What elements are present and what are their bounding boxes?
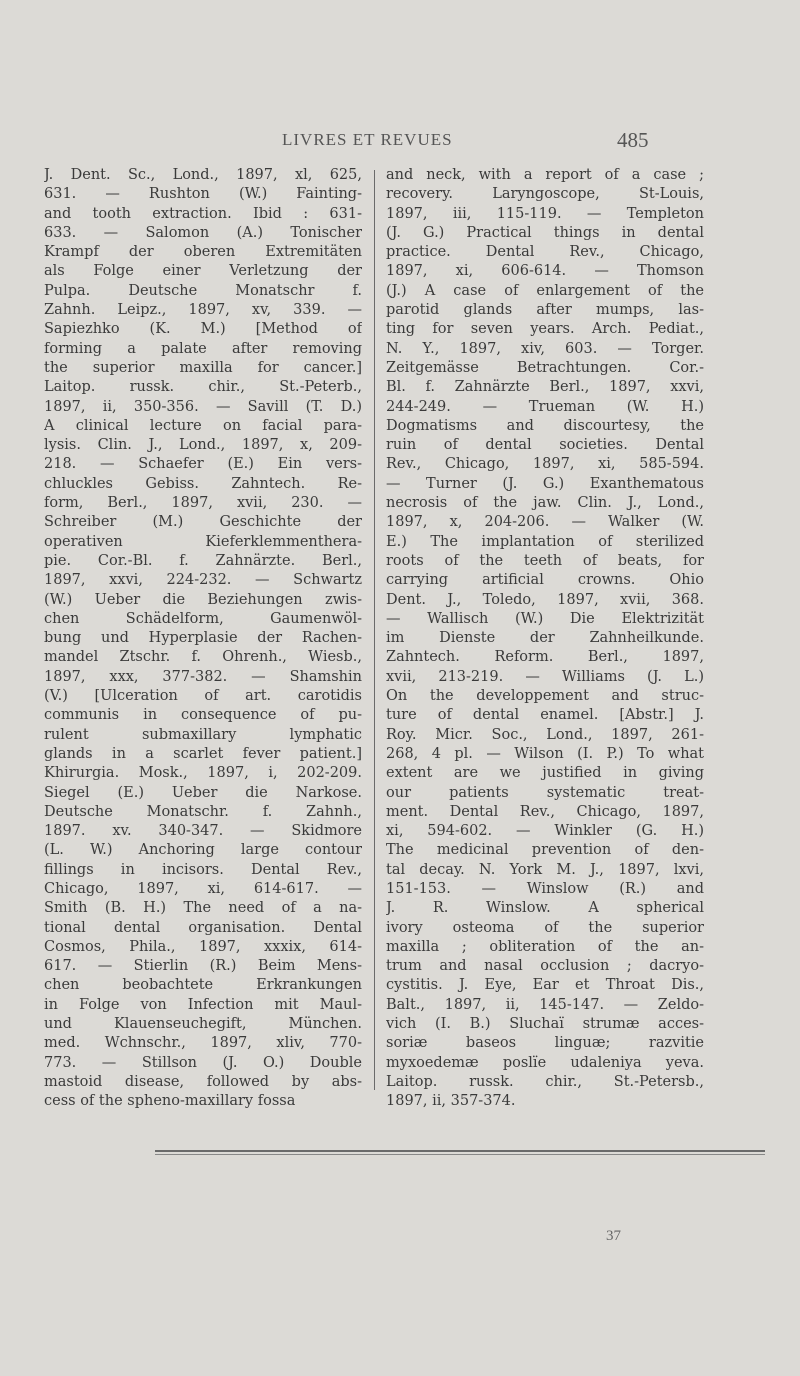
text-line: extent are we justified in giving	[386, 765, 704, 782]
text-line: 1897, ii, 357-374.	[386, 1093, 516, 1110]
text-line: and tooth extraction. Ibid : 631-	[44, 205, 362, 222]
text-line: als Folge einer Verletzung der	[44, 263, 362, 280]
text-line: 1897, xxx, 377-382. — Shamshin	[44, 668, 362, 685]
text-line: 1897, ii, 350-356. — Savill (T. D.)	[44, 398, 362, 415]
text-line: Laitop. russk. chir., St.-Petersb.,	[386, 1073, 704, 1090]
text-line: fillings in incisors. Dental Rev.,	[44, 861, 362, 878]
text-line: (J. G.) Practical things in dental	[386, 224, 704, 241]
text-line: our patients systematic treat-	[386, 784, 704, 801]
text-line: trum and nasal occlusion ; dacryo-	[386, 958, 704, 975]
text-line: 1897, x, 204-206. — Walker (W.	[386, 514, 704, 531]
text-line: A clinical lecture on facial para-	[44, 417, 362, 434]
text-line: cess of the spheno-maxillary fossa	[44, 1093, 296, 1110]
text-line: cystitis. J. Eye, Ear et Throat Dis.,	[386, 977, 704, 994]
text-line: im Dienste der Zahnheilkunde.	[386, 630, 704, 647]
text-line: parotid glands after mumps, las-	[386, 302, 704, 319]
text-line: carrying artificial crowns. Ohio	[386, 572, 704, 589]
text-line: xvii, 213-219. — Williams (J. L.)	[386, 668, 704, 685]
text-line: chluckles Gebiss. Zahntech. Re-	[44, 475, 362, 492]
text-line: necrosis of the jaw. Clin. J., Lond.,	[386, 495, 704, 512]
text-line: Zahnh. Leipz., 1897, xv, 339. —	[44, 302, 362, 319]
text-line: glands in a scarlet fever patient.]	[44, 745, 362, 762]
text-line: Balt., 1897, ii, 145-147. — Zeldo-	[386, 996, 704, 1013]
text-line: rulent submaxillary lymphatic	[44, 726, 362, 743]
text-line: 633. — Salomon (A.) Tonischer	[44, 224, 362, 241]
text-line: forming a palate after removing	[44, 340, 362, 357]
text-line: in Folge von Infection mit Maul-	[44, 996, 362, 1013]
text-line: 151-153. — Winslow (R.) and	[386, 880, 704, 897]
text-line: 244-249. — Trueman (W. H.)	[386, 398, 704, 415]
text-line: 218. — Schaefer (E.) Ein vers-	[44, 456, 362, 473]
text-line: 268, 4 pl. — Wilson (I. P.) To what	[386, 745, 704, 762]
text-line: Laitop. russk. chir., St.-Peterb.,	[44, 379, 362, 396]
text-line: xi, 594-602. — Winkler (G. H.)	[386, 823, 704, 840]
text-line: soriæ baseos linguæ; razvitie	[386, 1035, 704, 1052]
text-line: Krampf der oberen Extremitäten	[44, 244, 362, 261]
text-line: Schreiber (M.) Geschichte der	[44, 514, 362, 531]
left-column	[44, 166, 362, 1112]
text-line: 773. — Stillson (J. O.) Double	[44, 1054, 362, 1071]
text-line: ting for seven years. Arch. Pediat.,	[386, 321, 704, 338]
text-line: 1897, xxvi, 224-232. — Schwartz	[44, 572, 362, 589]
text-line: chen beobachtete Erkrankungen	[44, 977, 362, 994]
text-line: pie. Cor.-Bl. f. Zahnärzte. Berl.,	[44, 552, 362, 569]
text-line: vich (I. B.) Sluchaï strumæ acces-	[386, 1016, 704, 1033]
text-line: — Turner (J. G.) Exanthematous	[386, 475, 704, 492]
text-line: recovery. Laryngoscope, St-Louis,	[386, 186, 704, 203]
text-line: 617. — Stierlin (R.) Beim Mens-	[44, 958, 362, 975]
footer-rule	[155, 1150, 765, 1152]
text-line: 631. — Rushton (W.) Fainting-	[44, 186, 362, 203]
text-line: Sapiezhko (K. M.) [Method of	[44, 321, 362, 338]
text-line: and neck, with a report of a case ;	[386, 167, 704, 183]
text-line: ruin of dental societies. Dental	[386, 437, 704, 454]
page-header	[0, 130, 800, 160]
text-line: tional dental organisation. Dental	[44, 919, 362, 936]
text-line: ture of dental enamel. [Abstr.] J.	[386, 707, 704, 724]
text-line: Pulpa. Deutsche Monatschr f.	[44, 282, 362, 299]
text-line: maxilla ; obliteration of the an-	[386, 938, 704, 955]
text-line: Dogmatisms and discourtesy, the	[386, 417, 704, 434]
text-line: Zeitgemässe Betrachtungen. Cor.-	[386, 359, 704, 376]
text-line: Zahntech. Reform. Berl., 1897,	[386, 649, 704, 666]
text-line: J. R. Winslow. A spherical	[386, 900, 704, 917]
text-line: On the developpement and struc-	[386, 688, 704, 705]
text-line: lysis. Clin. J., Lond., 1897, x, 209-	[44, 437, 362, 454]
text-line: communis in consequence of pu-	[44, 707, 362, 724]
text-line: myxoedemæ poslïe udaleniya yeva.	[386, 1054, 704, 1071]
text-line: bung und Hyperplasie der Rachen-	[44, 630, 362, 647]
text-line: (V.) [Ulceration of art. carotidis	[44, 688, 362, 705]
text-line: Khirurgia. Mosk., 1897, i, 202-209.	[44, 765, 362, 782]
text-line: 1897. xv. 340-347. — Skidmore	[44, 823, 362, 840]
text-line: Roy. Micr. Soc., Lond., 1897, 261-	[386, 726, 704, 743]
text-line: The medicinal prevention of den-	[386, 842, 704, 859]
text-line: mandel Ztschr. f. Ohrenh., Wiesb.,	[44, 649, 362, 666]
text-line: 1897, xi, 606-614. — Thomson	[386, 263, 704, 280]
page-number: 485	[617, 128, 649, 152]
text-line: chen Schädelform, Gaumenwöl-	[44, 610, 362, 627]
text-line: Deutsche Monatschr. f. Zahnh.,	[44, 803, 362, 820]
text-line: J. Dent. Sc., Lond., 1897, xl, 625,	[44, 167, 362, 183]
text-line: operativen Kieferklemmenthera-	[44, 533, 362, 550]
text-line: und Klauenseuchegift, München.	[44, 1016, 362, 1033]
running-head: LIVRES ET REVUES	[282, 130, 453, 149]
text-line: Dent. J., Toledo, 1897, xvii, 368.	[386, 591, 704, 608]
text-line: mastoid disease, followed by abs-	[44, 1073, 362, 1090]
text-line: Cosmos, Phila., 1897, xxxix, 614-	[44, 938, 362, 955]
text-line: form, Berl., 1897, xvii, 230. —	[44, 495, 362, 512]
text-line: (L. W.) Anchoring large contour	[44, 842, 362, 859]
text-line: tal decay. N. York M. J., 1897, lxvi,	[386, 861, 704, 878]
footer-rule-thin	[155, 1154, 765, 1155]
column-divider	[374, 170, 375, 1090]
right-column	[386, 166, 704, 1112]
text-line: Smith (B. H.) The need of a na-	[44, 900, 362, 917]
text-line: Rev., Chicago, 1897, xi, 585-594.	[386, 456, 704, 473]
text-line: the superior maxilla for cancer.]	[44, 359, 362, 376]
text-line: Siegel (E.) Ueber die Narkose.	[44, 784, 362, 801]
text-line: Bl. f. Zahnärzte Berl., 1897, xxvi,	[386, 379, 704, 396]
text-line: (W.) Ueber die Beziehungen zwis-	[44, 591, 362, 608]
text-line: (J.) A case of enlargement of the	[386, 282, 704, 299]
text-line: E.) The implantation of sterilized	[386, 533, 704, 550]
text-line: — Wallisch (W.) Die Elektrizität	[386, 610, 704, 627]
signature-number: 37	[606, 1228, 621, 1244]
text-line: roots of the teeth of beats, for	[386, 552, 704, 569]
text-line: ment. Dental Rev., Chicago, 1897,	[386, 803, 704, 820]
text-line: ivory osteoma of the superior	[386, 919, 704, 936]
text-line: med. Wchnschr., 1897, xliv, 770-	[44, 1035, 362, 1052]
text-line: 1897, iii, 115-119. — Templeton	[386, 205, 704, 222]
text-line: N. Y., 1897, xiv, 603. — Torger.	[386, 340, 704, 357]
text-line: practice. Dental Rev., Chicago,	[386, 244, 704, 261]
text-line: Chicago, 1897, xi, 614-617. —	[44, 880, 362, 897]
